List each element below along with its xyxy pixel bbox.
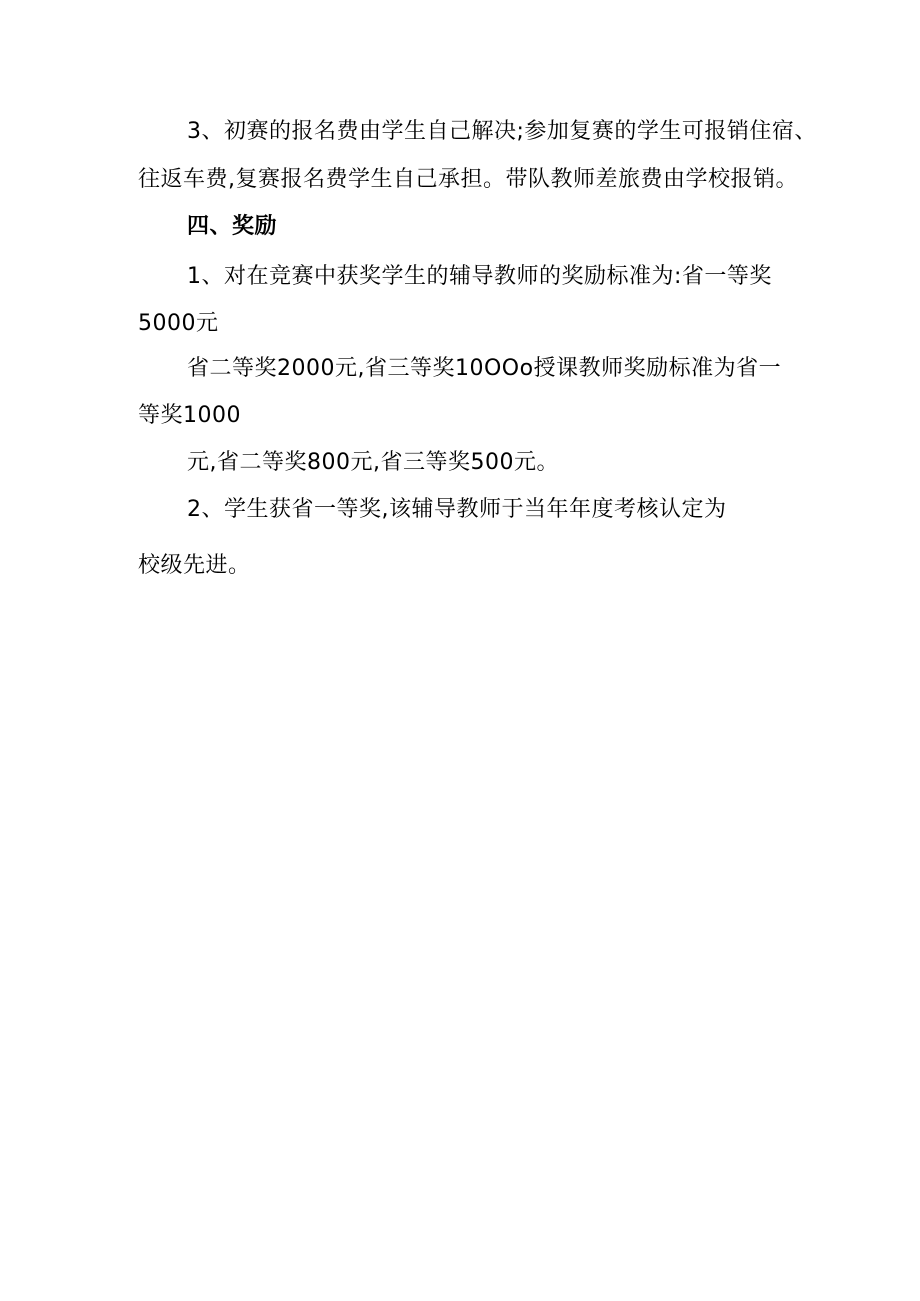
paragraph-3-line-2: 往返车费,复赛报名费学生自己承担。带队教师差旅费由学校报销。 (138, 167, 798, 192)
section-heading-rewards: 四、奖励 (187, 214, 278, 239)
paragraph-3-line-1: 3、初赛的报名费由学生自己解决;参加复赛的学生可报销住宿、 (187, 119, 817, 144)
reward-item-1-line-4: 等奖1000 (138, 403, 241, 428)
reward-item-1-line-1: 1、对在竞赛中获奖学生的辅导教师的奖励标准为:省一等奖 (187, 264, 772, 289)
reward-item-2-line-2: 校级先进。 (138, 553, 251, 578)
reward-item-1-line-5: 元,省二等奖800元,省三等奖500元。 (187, 450, 559, 475)
reward-item-1-line-3: 省二等奖2000元,省三等奖10OOo授课教师奖励标准为省一 (187, 356, 782, 381)
reward-item-1-line-2: 5000元 (138, 311, 219, 336)
reward-item-2-line-1: 2、学生获省一等奖,该辅导教师于当年年度考核认定为 (187, 497, 727, 522)
